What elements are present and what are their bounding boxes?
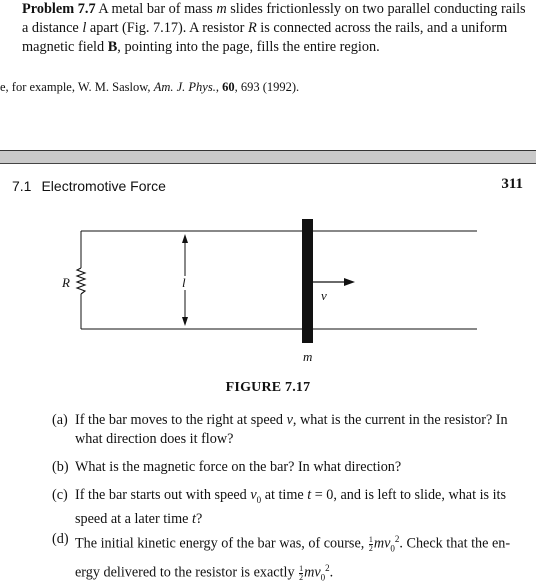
- footnote-journal: Am. J. Phys.: [153, 80, 216, 94]
- question-b: [52, 458, 527, 477]
- figure-7-17: [0, 200, 536, 380]
- page-separator-band: [0, 150, 536, 164]
- separation-label: l: [182, 275, 186, 290]
- footnote-text: , 693 (1992).: [234, 80, 300, 94]
- velocity-label: v: [321, 288, 327, 303]
- footnote: [0, 79, 536, 95]
- question-text: What is the magnetic force on the bar? In what direction?: [75, 459, 402, 475]
- separation-arrow-up-icon: [182, 234, 188, 243]
- var-R: R: [247, 20, 257, 36]
- question-label: (c): [52, 487, 68, 503]
- problem-text: is connected across the rails, and a uniform magnetic field: [22, 20, 508, 55]
- question-text: If the bar starts out with speed $v_0$ at time t = 0, and is left to slide, what is its speed at a later time t?: [75, 487, 506, 527]
- question-a: [52, 411, 527, 449]
- question-text: If the bar moves to the right at speed v, what is the current in the resistor? In what direction does it flow?: [75, 412, 508, 447]
- footnote-text: ,: [215, 80, 223, 94]
- footnote-volume: 60: [222, 80, 235, 94]
- question-label: (b): [52, 459, 69, 475]
- resistor-symbol: [77, 268, 85, 294]
- fraction-half: $\frac{1}{2}$: [368, 534, 373, 553]
- page-number: 311: [501, 176, 523, 192]
- question-d: [52, 530, 527, 587]
- separation-arrow-down-icon: [182, 317, 188, 326]
- question-label: (a): [52, 412, 68, 428]
- question-text: The initial kinetic energy of the bar was, of course, $\frac{1}{2}$ $mv_0^2$. Check that the en-ergy delivered to the resistor is exactly $\frac{1}{2}$ $mv_0^2$.: [75, 534, 511, 583]
- velocity-arrow-icon: [344, 278, 355, 286]
- metal-bar: [302, 219, 313, 343]
- var-m: m: [216, 1, 227, 17]
- problem-text: A metal bar of mass: [95, 1, 217, 17]
- footnote-text: e, for example, W. M. Saslow,: [0, 80, 154, 94]
- section-title: Electromotive Force: [41, 178, 166, 194]
- problem-text: slides frictionlessly on two parallel conducting rails a distance: [22, 1, 526, 36]
- problem-label: Problem 7.7: [22, 1, 96, 17]
- figure-caption: FIGURE 7.17: [225, 380, 311, 395]
- mass-label: m: [303, 349, 313, 364]
- fraction-half: $\frac{1}{2}$: [299, 563, 304, 582]
- problem-text: , pointing into the page, fills the entire region.: [117, 39, 380, 55]
- problem-text: apart (Fig. 7.17). A resistor: [86, 20, 248, 36]
- question-c: [52, 486, 527, 529]
- problem-statement: [22, 0, 527, 57]
- resistor-label: R: [62, 275, 70, 290]
- var-l: l: [82, 20, 87, 36]
- var-B: B: [107, 39, 118, 55]
- section-number: 7.1: [12, 178, 32, 194]
- section-heading: [12, 178, 166, 194]
- question-label: (d): [52, 531, 69, 547]
